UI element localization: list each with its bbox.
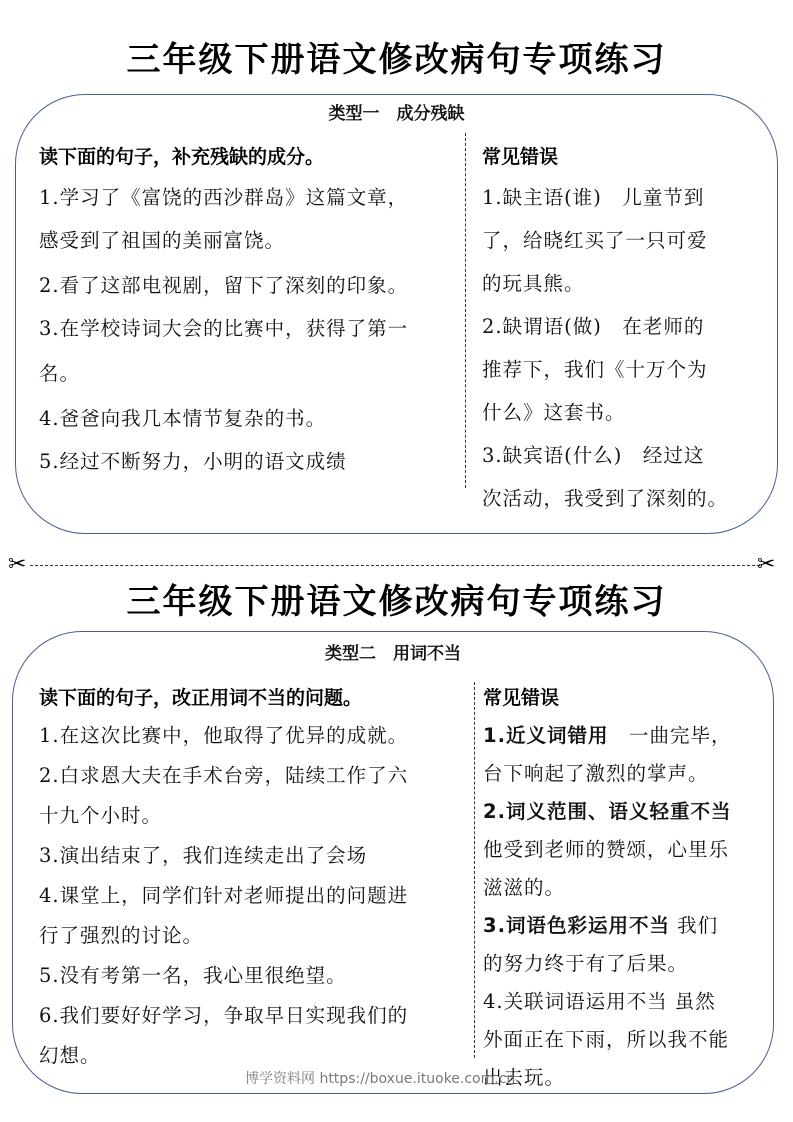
exercise-line: 幻想。	[39, 1044, 101, 1067]
instruction-heading-1: 读下面的句子，补充残缺的成分。	[39, 146, 325, 168]
error-line	[483, 836, 768, 874]
error-line	[483, 988, 768, 1026]
type-label-1: 类型一 成分残缺	[328, 104, 465, 124]
instruction-heading-2: 读下面的句子，改正用词不当的问题。	[39, 687, 363, 709]
error-example: 出去玩。	[483, 1066, 566, 1089]
exercise-column-left-2	[39, 684, 479, 1082]
exercise-line: 行了强烈的讨论。	[39, 924, 204, 947]
exercise-line: 3.演出结束了，我们连续走出了会场	[39, 844, 368, 867]
error-line: 3.缺宾语(什么) 经过这	[482, 444, 705, 467]
error-example: 滋滋的。	[483, 876, 566, 899]
error-line	[483, 874, 768, 912]
exercise-box-type2	[12, 631, 774, 1094]
exercise-line: 感受到了祖国的美丽富饶。	[39, 229, 286, 252]
error-line: 1.缺主语(谁) 儿童节到	[482, 186, 705, 209]
error-category: 1.近义词错用	[483, 724, 609, 747]
type-label-2: 类型二 用词不当	[325, 644, 461, 664]
error-example: 他受到老师的赞颂，心里乐	[483, 838, 730, 861]
exercise-line: 3.在学校诗词大会的比赛中，获得了第一	[39, 317, 409, 340]
common-errors-heading-2: 常见错误	[483, 687, 560, 709]
exercise-box-type1	[15, 94, 778, 534]
page-title-1: 三年级下册语文修改病句专项练习	[126, 40, 667, 80]
error-example: 一曲完毕，	[608, 724, 732, 747]
error-example: 台下响起了激烈的掌声。	[483, 762, 709, 785]
common-errors-heading-1: 常见错误	[482, 146, 559, 168]
common-errors-column-1	[482, 143, 767, 527]
scissors-icon: ✂	[8, 552, 27, 577]
error-example: 的努力终于有了后果。	[483, 952, 689, 975]
error-line	[483, 950, 768, 988]
watermark: 博学资料网 https://boxue.ituoke.com.cn	[245, 1071, 516, 1087]
exercise-line: 5.经过不断努力，小明的语文成绩	[39, 450, 347, 473]
exercise-line: 4.课堂上，同学们针对老师提出的问题进	[39, 884, 409, 907]
exercise-line: 1.学习了《富饶的西沙群岛》这篇文章，	[39, 186, 409, 209]
exercise-line: 1.在这次比赛中，他取得了优异的成就。	[39, 724, 409, 747]
column-divider-2	[474, 682, 475, 1058]
error-line: 2.缺谓语(做) 在老师的	[482, 315, 705, 338]
error-line	[483, 912, 768, 950]
exercise-line: 4.爸爸向我几本情节复杂的书。	[39, 407, 327, 430]
error-line: 推荐下，我们《十万个为	[482, 358, 708, 381]
exercise-line: 2.看了这部电视剧，留下了深刻的印象。	[39, 274, 409, 297]
error-line: 什么》这套书。	[482, 401, 626, 424]
error-line	[483, 798, 768, 836]
page-title-2: 三年级下册语文修改病句专项练习	[126, 582, 667, 622]
scissors-icon: ✂	[757, 552, 776, 577]
cut-dashed-line	[30, 565, 760, 566]
error-line: 次活动，我受到了深刻的。	[482, 487, 729, 510]
error-example: 外面正在下雨，所以我不能	[483, 1028, 730, 1051]
error-category: 3.词语色彩运用不当	[483, 914, 670, 937]
exercise-line: 名。	[39, 362, 81, 385]
error-line	[483, 760, 768, 798]
exercise-line: 5.没有考第一名，我心里很绝望。	[39, 964, 347, 987]
error-line: 了，给晓红买了一只可爱	[482, 229, 708, 252]
error-category: 2.词义范围、语义轻重不当	[483, 800, 732, 823]
exercise-line: 6.我们要好好学习，争取早日实现我们的	[39, 1004, 409, 1027]
error-line	[483, 722, 768, 760]
exercise-column-left-1	[39, 143, 469, 490]
exercise-line: 2.白求恩大夫在手术台旁，陆续工作了六	[39, 764, 409, 787]
error-example: 我们	[669, 914, 719, 937]
exercise-line: 十九个小时。	[39, 804, 163, 827]
error-line: 的玩具熊。	[482, 272, 585, 295]
error-line	[483, 1064, 768, 1102]
error-line	[483, 1026, 768, 1064]
error-example: 4.关联词语运用不当 虽然	[483, 990, 716, 1013]
common-errors-column-2	[483, 684, 768, 1102]
column-divider-1	[465, 133, 466, 488]
